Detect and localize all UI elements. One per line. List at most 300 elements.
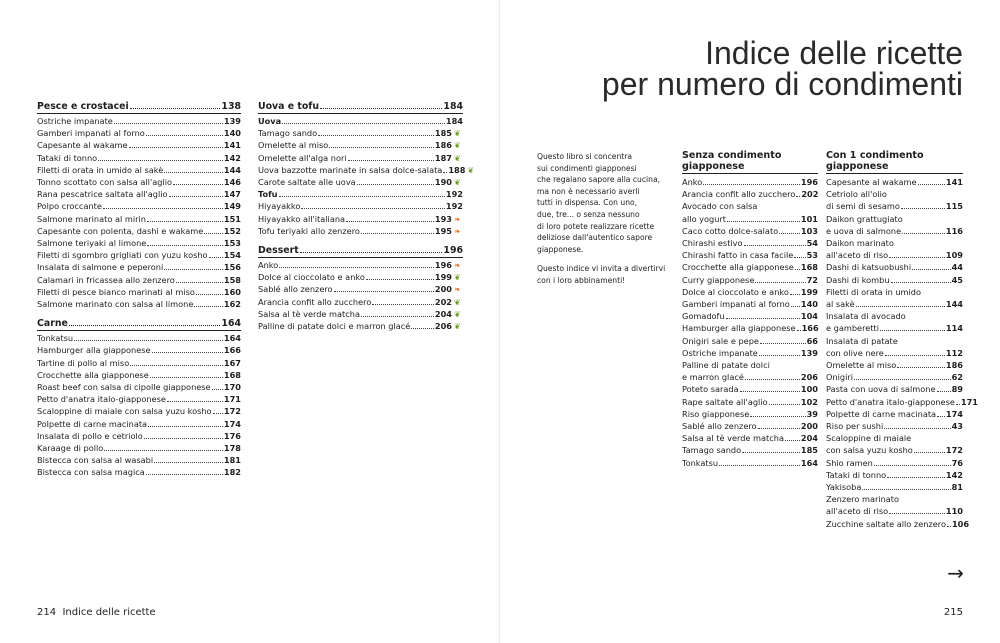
dot-leader: [755, 282, 805, 283]
dot-leader: [144, 438, 223, 439]
index-entry-crocchette-alla-giapponese[interactable]: [682, 261, 818, 273]
index-entry-ostriche-impanate[interactable]: [37, 115, 241, 127]
intro-line: tutti in dispensa. Con uno,: [537, 198, 638, 208]
dot-leader: [947, 526, 951, 527]
dot-leader: [740, 391, 800, 392]
index-entry-insalata-di-pollo-e-cetriolo[interactable]: [37, 430, 241, 442]
column-heading-line: Senza condimento: [682, 150, 782, 161]
index-entry-palline-di-patate-dolci[interactable]: [682, 359, 818, 371]
index-entry-gamberi-impanati-al-forno[interactable]: [37, 127, 241, 139]
entry-page-number: 144: [945, 299, 963, 310]
entry-title: Dolce al cioccolato e anko: [682, 286, 789, 297]
section-page: 164: [221, 318, 241, 330]
entry-page-number: 193: [434, 213, 452, 224]
dot-leader: [357, 184, 434, 185]
entry-title: Tofu: [258, 189, 278, 200]
entry-title: Palline di patate dolci e marron glacé: [258, 321, 411, 332]
subsection-uova[interactable]: [258, 115, 463, 127]
section-title: Uova e tofu: [258, 101, 320, 112]
entry-title: Zenzero marinato: [826, 494, 900, 505]
index-entry-sable-allo-zenzero[interactable]: [258, 283, 463, 295]
entry-title: Gamberi impanati al forno: [682, 299, 790, 310]
dot-leader: [745, 379, 800, 380]
entry-title: al sakè: [826, 299, 855, 310]
index-entry-avocado-con-salsa[interactable]: [682, 200, 818, 212]
entry-page-number: 166: [223, 345, 241, 356]
dot-leader: [744, 245, 806, 246]
dot-leader: [148, 426, 223, 427]
dot-leader: [147, 221, 223, 222]
section-page: 196: [443, 245, 463, 257]
dot-leader: [152, 352, 223, 353]
index-entry-petto-d-anatra-italo-giapponese[interactable]: [37, 393, 241, 405]
dot-leader: [856, 306, 945, 307]
entry-title: Hiyayakko: [258, 201, 301, 212]
index-entry-tataki-di-tonno[interactable]: [826, 469, 963, 481]
dot-leader: [750, 416, 805, 417]
dot-leader: [889, 257, 945, 258]
index-entry-allo-yogurt[interactable]: [682, 213, 818, 225]
dot-leader: [901, 208, 945, 209]
index-entry-anko[interactable]: [682, 176, 818, 188]
index-entry-dashi-di-kombu[interactable]: [826, 274, 963, 286]
dot-leader: [956, 404, 960, 405]
index-entry-arancia-confit-allo-zucchero[interactable]: [682, 188, 818, 200]
intro-paragraph-2: [537, 263, 672, 286]
index-entry-e-uova-di-salmone[interactable]: [826, 225, 963, 237]
index-entry-shio-ramen[interactable]: [826, 457, 963, 469]
entry-title: allo yogurt: [682, 213, 726, 224]
dot-leader: [862, 489, 950, 490]
entry-page-number: 45: [951, 274, 963, 285]
entry-page-number: 181: [223, 455, 241, 466]
dot-leader: [196, 294, 223, 295]
index-entry-scaloppine-di-maiale[interactable]: [826, 432, 963, 444]
index-entry-palline-di-patate-dolci-e-marron-glace[interactable]: [258, 320, 463, 332]
entry-page-number: 158: [223, 274, 241, 285]
entry-title: all'aceto di riso: [826, 506, 889, 517]
entry-title: Capesante con polenta, dashi e wakame: [37, 225, 204, 236]
entry-page-number: 196: [800, 177, 818, 187]
index-entry-rana-pescatrice-saltata-all-aglio[interactable]: [37, 188, 241, 200]
index-entry-filetti-di-orata-in-umido-al-sake[interactable]: [37, 164, 241, 176]
entry-page-number: 152: [223, 225, 241, 236]
index-entry-chirashi-fatto-in-casa-facile[interactable]: [682, 249, 818, 261]
index-entry-hiyayakko[interactable]: [258, 200, 463, 212]
dot-leader: [329, 147, 434, 148]
title-line-1: Indice delle ricette: [705, 35, 963, 71]
dot-leader: [300, 252, 443, 253]
dot-leader: [167, 401, 223, 402]
entry-page-number: 100: [800, 384, 818, 395]
index-entry-insalata-di-avocado[interactable]: [826, 310, 963, 322]
index-entry-tartine-di-pollo-al-miso[interactable]: [37, 357, 241, 369]
index-entry-omelette-all-alga-nori[interactable]: [258, 152, 463, 164]
dot-leader: [150, 377, 223, 378]
index-entry-chirashi-estivo[interactable]: [682, 237, 818, 249]
index-entry-polpo-croccante[interactable]: [37, 200, 241, 212]
entry-title: Dashi di katsuobushi: [826, 262, 912, 273]
entry-title: Omelette al miso: [826, 360, 897, 371]
index-entry-con-salsa-yuzu-kosho[interactable]: [826, 444, 963, 456]
dot-leader: [411, 328, 434, 329]
index-entry-e-marron-glace[interactable]: [682, 371, 818, 383]
entry-page-number: 110: [945, 506, 963, 517]
dot-leader: [69, 325, 221, 326]
entry-page-number: 109: [945, 250, 963, 261]
section-gap: [258, 237, 463, 244]
entry-page-number: 43: [951, 421, 963, 432]
entry-page-number: 116: [945, 225, 963, 236]
entry-page-number: 89: [951, 384, 963, 395]
index-entry-riso-giapponese[interactable]: [682, 408, 818, 420]
entry-page-number: 202: [434, 296, 452, 307]
entry-title: Insalata di pollo e cetriolo: [37, 430, 143, 441]
entry-title: Calamari in fricassea allo zenzero: [37, 274, 175, 285]
entry-title: Salsa al tè verde matcha: [682, 433, 784, 444]
intro-line: deliziose dall'autentico sapore: [537, 233, 653, 243]
intro-line: Questo libro si concentra: [537, 152, 633, 161]
index-entry-polpette-di-carne-macinata[interactable]: [37, 418, 241, 430]
entry-title: Scaloppine di maiale con salsa yuzu kosho: [37, 406, 212, 417]
dot-leader: [779, 233, 800, 234]
entry-page-number: 174: [945, 408, 963, 419]
index-entry-salsa-al-te-verde-matcha[interactable]: [682, 432, 818, 444]
entry-title: Crocchette alla giapponese: [37, 369, 149, 380]
index-entry-anko[interactable]: [258, 259, 463, 271]
index-entry-salmone-teriyaki-al-limone[interactable]: [37, 237, 241, 249]
dot-leader: [918, 184, 945, 185]
index-entry-sable-allo-zenzero[interactable]: [682, 420, 818, 432]
entry-page-number: 166: [801, 323, 819, 334]
index-entry-roast-beef-con-salsa-di-cipolle-giappone[interactable]: [37, 381, 241, 393]
index-entry-rape-saltate-all-aglio[interactable]: [682, 396, 818, 408]
section-underline: [37, 113, 241, 114]
entry-title: Rape saltate all'aglio: [682, 396, 768, 407]
index-entry-arancia-confit-allo-zucchero[interactable]: [258, 296, 463, 308]
entry-page-number: 149: [223, 201, 241, 212]
entry-title: Filetti di pesce bianco marinati al miso: [37, 286, 195, 297]
entry-page-number: 202: [801, 189, 819, 200]
index-entry-petto-d-anatra-italo-giapponese[interactable]: [826, 396, 978, 408]
dot-leader: [130, 365, 223, 366]
index-entry-curry-giapponese[interactable]: [682, 274, 818, 286]
entry-title: Hamburger alla giapponese: [37, 345, 151, 356]
index-entry-di-semi-di-sesamo[interactable]: [826, 200, 963, 212]
intro-line: sui condimenti giapponesi: [537, 163, 637, 173]
index-entry-daikon-marinato[interactable]: [826, 237, 963, 249]
intro-paragraph-1: [537, 151, 672, 255]
dot-leader: [885, 355, 945, 356]
entry-title: Insalata di patate: [826, 335, 898, 346]
index-entry-calamari-in-fricassea-allo-zenzero[interactable]: [37, 274, 241, 286]
carrot-icon: ❧: [454, 226, 461, 236]
entry-page-number: 171: [960, 396, 978, 407]
index-entry-onigiri-sale-e-pepe[interactable]: [682, 335, 818, 347]
carrot-icon: ❧: [454, 285, 461, 295]
entry-page-number: 206: [800, 372, 818, 383]
index-entry-hiyayakko-all-italiana[interactable]: [258, 213, 463, 225]
index-entry-filetti-di-orata-in-umido[interactable]: [826, 286, 963, 298]
index-entry-capesante-al-wakame[interactable]: [826, 176, 963, 188]
entry-title: Ostriche impanate: [682, 347, 758, 358]
entry-page-number: 154: [223, 250, 241, 261]
carrot-icon: ❧: [454, 261, 461, 271]
index-column-senza-condimento: [682, 150, 818, 469]
page-spine: [499, 0, 500, 643]
entry-page-number: 104: [800, 311, 818, 322]
index-entry-salmone-marinato-al-mirin[interactable]: [37, 213, 241, 225]
entry-title: Gomadofu: [682, 311, 725, 322]
entry-title: con olive nere: [826, 347, 884, 358]
index-entry-omelette-al-miso[interactable]: [826, 359, 963, 371]
entry-page-number: 39: [806, 408, 818, 419]
entry-title: Cetriolo all'olio: [826, 189, 887, 200]
entry-page-number: 164: [800, 457, 818, 468]
entry-page-number: 200: [800, 421, 818, 432]
index-entry-poteto-sarada[interactable]: [682, 383, 818, 395]
dot-leader: [937, 391, 951, 392]
entry-title: Insalata di avocado: [826, 311, 906, 322]
index-entry-dashi-di-katsuobushi[interactable]: [826, 261, 963, 273]
entry-title: Tonno scottato con salsa all'aglio: [37, 177, 172, 188]
dot-leader: [727, 221, 800, 222]
entry-title: Filetti di orata in umido al sakè: [37, 164, 164, 175]
entry-page-number: 187: [434, 152, 452, 163]
entry-title: Bistecca con salsa magica: [37, 467, 145, 478]
index-entry-capesante-con-polenta-dashi-e-wakame[interactable]: [37, 225, 241, 237]
entry-title: Pasta con uova di salmone: [826, 384, 936, 395]
entry-title: Petto d'anatra italo-giapponese: [37, 394, 166, 405]
index-entry-tonkatsu[interactable]: [37, 332, 241, 344]
next-page-arrow-icon[interactable]: →: [947, 561, 964, 585]
index-entry-tonno-scottato-con-salsa-all-aglio[interactable]: [37, 176, 241, 188]
index-column-un-condimento: [826, 150, 978, 530]
section-heading-carne: [37, 317, 241, 330]
entry-page-number: 147: [223, 189, 241, 200]
entry-page-number: 53: [806, 250, 818, 261]
section-underline: [258, 113, 463, 114]
index-entry-carote-saltate-alle-uova[interactable]: [258, 176, 463, 188]
dot-leader: [130, 108, 221, 109]
intro-line: giapponese.: [537, 244, 584, 254]
index-entry-ostriche-impanate[interactable]: [682, 347, 818, 359]
dot-leader: [301, 208, 445, 209]
entry-page-number: 142: [945, 469, 963, 480]
index-entry-scaloppine-di-maiale-con-salsa-yuzu-kosh[interactable]: [37, 405, 241, 417]
index-entry-filetti-di-sgombro-grigliati-con-yuzu-ko[interactable]: [37, 249, 241, 261]
index-entry-uova-bazzotte-marinate-in-salsa-dolce-sa[interactable]: [258, 164, 475, 176]
entry-page-number: 160: [223, 286, 241, 297]
index-entry-dolce-al-cioccolato-e-anko[interactable]: [682, 286, 818, 298]
entry-title: Palline di patate dolci: [682, 360, 770, 371]
entry-page-number: 106: [951, 518, 970, 529]
index-entry-tonkatsu[interactable]: [682, 457, 818, 469]
entry-title: Anko: [258, 260, 279, 271]
section-title: Carne: [37, 318, 68, 330]
index-entry-hamburger-alla-giapponese[interactable]: [37, 344, 241, 356]
page-title: [601, 35, 963, 102]
index-entry-tofu-teriyaki-allo-zenzero[interactable]: [258, 225, 463, 237]
dot-leader: [785, 440, 800, 441]
index-entry-salmone-marinato-con-salsa-al-limone[interactable]: [37, 298, 241, 310]
entry-title: Salmone marinato con salsa al limone: [37, 299, 194, 310]
dot-leader: [154, 462, 223, 463]
section-heading-dessert: [258, 244, 463, 257]
index-column-uova-dessert: [258, 100, 475, 332]
dot-leader: [74, 340, 223, 341]
entry-page-number: 199: [434, 272, 452, 283]
entry-title: Tartine di pollo al miso: [37, 357, 130, 368]
entry-title: Riso giapponese: [682, 408, 750, 419]
entry-page-number: 172: [945, 445, 963, 456]
entry-page-number: 190: [434, 177, 452, 188]
index-entry-pasta-con-uova-di-salmone[interactable]: [826, 383, 963, 395]
entry-page-number: 141: [945, 177, 963, 187]
leaf-icon: ❦: [454, 141, 461, 151]
dot-leader: [443, 172, 447, 173]
entry-title: Hiyayakko all'italiana: [258, 213, 346, 224]
index-entry-tamago-sando[interactable]: [258, 127, 463, 139]
subsection-tofu[interactable]: [258, 188, 463, 200]
index-entry-dolce-al-cioccolato-e-anko[interactable]: [258, 271, 463, 283]
index-entry-gamberi-impanati-al-forno[interactable]: [682, 298, 818, 310]
entry-page-number: 164: [223, 333, 241, 344]
index-entry-salsa-al-te-verde-matcha[interactable]: [258, 308, 463, 320]
leaf-icon: ❦: [454, 297, 461, 307]
entry-title: Tonkatsu: [37, 333, 74, 344]
entry-title: Dashi di kombu: [826, 274, 890, 285]
index-entry-caco-cotto-dolce-salato[interactable]: [682, 225, 818, 237]
index-entry-yakisoba[interactable]: [826, 481, 963, 493]
index-entry-hamburger-alla-giapponese[interactable]: [682, 322, 818, 334]
entry-title: Omelette al miso: [258, 140, 329, 151]
leaf-icon: ❦: [454, 129, 461, 139]
dot-leader: [912, 269, 950, 270]
index-entry-onigiri[interactable]: [826, 371, 963, 383]
entry-title: Tataki di tonno: [37, 152, 98, 163]
intro-line: due, tre... o senza nessuno: [537, 209, 640, 219]
entry-page-number: 168: [800, 262, 818, 273]
dot-leader: [880, 330, 945, 331]
entry-page-number: 182: [223, 467, 241, 478]
dot-leader: [114, 123, 223, 124]
intro-line: ma non è necessario averli: [537, 186, 640, 196]
entry-title: Tamago sando: [682, 445, 742, 456]
dot-leader: [282, 123, 445, 124]
entry-title: Arancia confit allo zucchero: [682, 189, 796, 200]
entry-page-number: 151: [223, 213, 241, 224]
leaf-icon: ❦: [454, 153, 461, 163]
entry-title: Arancia confit allo zucchero: [258, 296, 372, 307]
index-entry-zucchine-saltate-allo-zenzero[interactable]: [826, 518, 970, 530]
dot-leader: [348, 160, 434, 161]
dot-leader: [902, 233, 945, 234]
section-title: Pesce e crostacei: [37, 101, 129, 112]
index-entry-insalata-di-patate[interactable]: [826, 335, 963, 347]
leaf-icon: ❦: [467, 165, 475, 175]
entry-page-number: 153: [223, 238, 241, 249]
index-entry-con-olive-nere[interactable]: [826, 347, 963, 359]
entry-title: e marron glacé: [682, 372, 744, 383]
page-number-left: 214: [37, 607, 57, 618]
index-entry-zenzero-marinato[interactable]: [826, 493, 963, 505]
entry-title: Rana pescatrice saltata all'aglio: [37, 189, 168, 200]
dot-leader: [173, 184, 223, 185]
index-entry-bistecca-con-salsa-al-wasabi[interactable]: [37, 454, 241, 466]
entry-page-number: 115: [945, 201, 963, 212]
index-entry-polpette-di-carne-macinata[interactable]: [826, 408, 963, 420]
dot-leader: [795, 269, 800, 270]
section-gap: [37, 310, 241, 317]
index-entry-e-gamberetti[interactable]: [826, 322, 963, 334]
dot-leader: [194, 306, 223, 307]
index-entry-bistecca-con-salsa-magica[interactable]: [37, 466, 241, 478]
entry-page-number: 54: [806, 238, 818, 249]
index-entry-al-sake[interactable]: [826, 298, 963, 310]
dot-leader: [874, 465, 951, 466]
entry-title: Crocchette alla giapponese: [682, 262, 794, 273]
entry-page-number: 176: [223, 430, 241, 441]
entry-title: Onigiri: [826, 372, 854, 383]
entry-title: Caco cotto dolce-salato: [682, 225, 779, 236]
footer-left: [37, 607, 156, 618]
entry-title: Dolce al cioccolato e anko: [258, 272, 365, 283]
entry-page-number: 102: [800, 396, 818, 407]
entry-title: Onigiri sale e pepe: [682, 335, 759, 346]
entry-title: Uova bazzotte marinate in salsa dolce-salata: [258, 164, 443, 175]
index-entry-gomadofu[interactable]: [682, 310, 818, 322]
entry-title: di semi di sesamo: [826, 201, 900, 212]
index-entry-capesante-al-wakame[interactable]: [37, 139, 241, 151]
intro-line: Questo indice vi invita a divertirvi: [537, 264, 666, 274]
dot-leader: [212, 389, 223, 390]
title-line-2: per numero di condimenti: [601, 66, 963, 102]
leaf-icon: ❦: [454, 309, 461, 319]
index-entry-insalata-di-salmone-e-peperoni[interactable]: [37, 261, 241, 273]
entry-title: Riso per sushi: [826, 421, 884, 432]
dot-leader: [147, 245, 223, 246]
index-entry-cetriolo-all-olio[interactable]: [826, 188, 963, 200]
index-column-pesce-carne: [37, 100, 241, 479]
dot-leader: [790, 294, 800, 295]
entry-page-number: 103: [800, 225, 818, 236]
index-entry-daikon-grattugiato[interactable]: [826, 213, 963, 225]
index-entry-crocchette-alla-giapponese[interactable]: [37, 369, 241, 381]
index-entry-omelette-al-miso[interactable]: [258, 139, 463, 151]
carrot-icon: ❧: [454, 214, 461, 224]
entry-title: Karaage di pollo: [37, 443, 104, 454]
index-entry-riso-per-sushi[interactable]: [826, 420, 963, 432]
index-entry-all-aceto-di-riso[interactable]: [826, 249, 963, 261]
index-entry-karaage-di-pollo[interactable]: [37, 442, 241, 454]
intro-line: che regalano sapore alla cucina,: [537, 175, 661, 185]
index-entry-tataki-di-tonno[interactable]: [37, 152, 241, 164]
entry-title: Filetti di orata in umido: [826, 286, 922, 297]
entry-title: Carote saltate alle uova: [258, 177, 356, 188]
column-heading-line: giapponese: [682, 161, 745, 172]
entry-page-number: 167: [223, 357, 241, 368]
index-entry-tamago-sando[interactable]: [682, 444, 818, 456]
dot-leader: [146, 474, 223, 475]
entry-page-number: 192: [445, 189, 463, 200]
entry-title: Avocado con salsa: [682, 201, 758, 212]
dot-leader: [209, 257, 223, 258]
index-entry-filetti-di-pesce-bianco-marinati-al-miso[interactable]: [37, 286, 241, 298]
entry-title: Bistecca con salsa al wasabi: [37, 455, 154, 466]
column-heading-line: Con 1 condimento: [826, 150, 924, 161]
index-entry-all-aceto-di-riso[interactable]: [826, 505, 963, 517]
